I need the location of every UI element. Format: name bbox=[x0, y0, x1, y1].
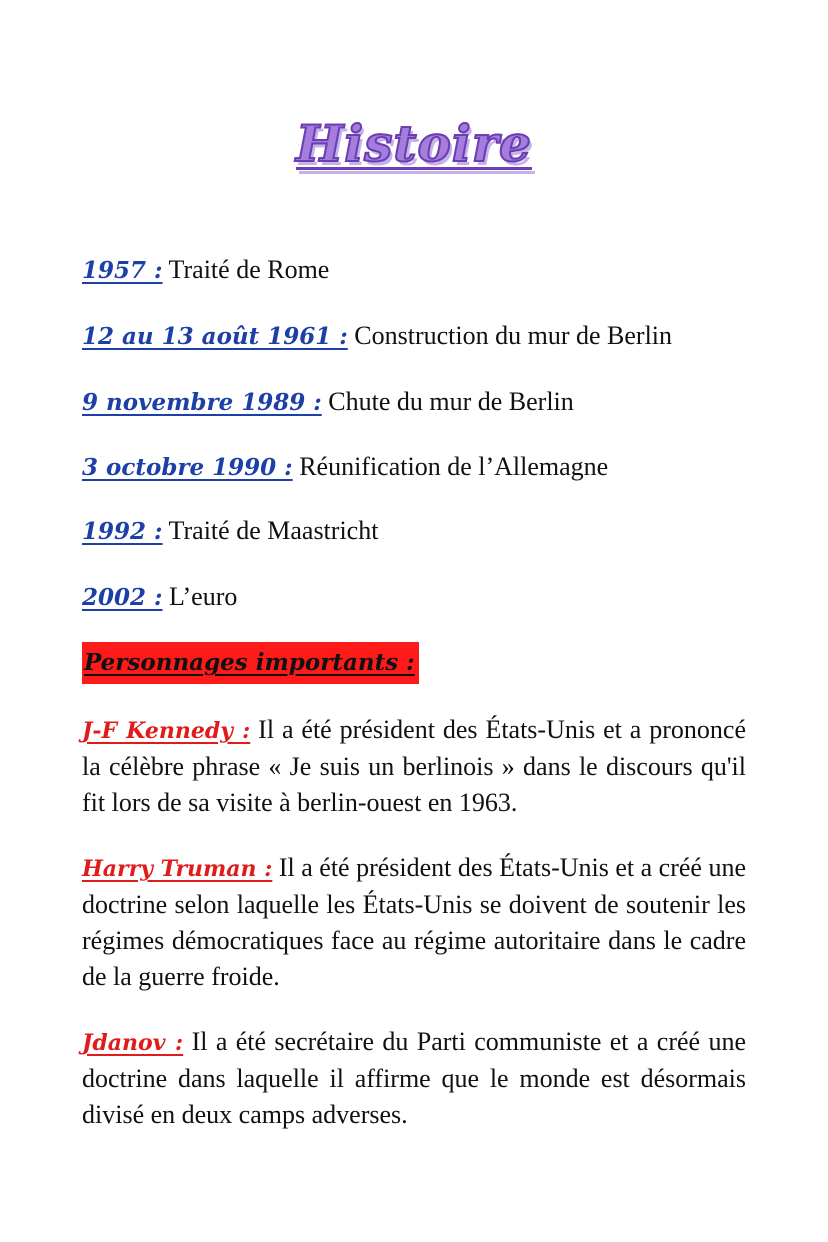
event-text: L’euro bbox=[169, 582, 238, 611]
event-date: 1957 : bbox=[82, 257, 163, 284]
event-date: 3 octobre 1990 : bbox=[82, 454, 293, 481]
event-date: 9 novembre 1989 : bbox=[82, 389, 322, 416]
timeline-event bbox=[82, 384, 574, 421]
event-date: 12 au 13 août 1961 : bbox=[82, 323, 348, 350]
event-text: Traité de Rome bbox=[168, 255, 330, 284]
page-title: Histoire bbox=[296, 114, 532, 173]
person-entry bbox=[82, 712, 746, 821]
person-entry bbox=[82, 1024, 746, 1133]
timeline-event bbox=[82, 449, 608, 486]
person-description: Il a été président des États-Unis et a prononcé la célèbre phrase « Je suis un berlinois » dans le discours qu'il fit lors de sa visite à berlin-ouest en 1963. bbox=[82, 715, 747, 817]
person-name: J-F Kennedy : bbox=[82, 718, 251, 744]
timeline-event bbox=[82, 252, 329, 289]
timeline-event bbox=[82, 513, 378, 550]
event-date: 1992 : bbox=[82, 518, 163, 545]
event-date: 2002 : bbox=[82, 584, 163, 611]
event-text: Construction du mur de Berlin bbox=[354, 321, 673, 350]
person-description: Il a été président des États-Unis et a créé une doctrine selon laquelle les États-Unis se doivent de soutenir les régimes démocratiques face au régime autoritaire dans le cadre de la guerre froide. bbox=[82, 853, 746, 991]
event-text: Chute du mur de Berlin bbox=[328, 387, 574, 416]
event-text: Réunification de l’Allemagne bbox=[299, 452, 609, 481]
person-entry bbox=[82, 850, 746, 995]
person-description: Il a été secrétaire du Parti communiste et a créé une doctrine dans laquelle il affirme que le monde est désormais divisé en deux camps adverses. bbox=[82, 1027, 747, 1129]
person-name: Jdanov : bbox=[82, 1030, 184, 1056]
timeline-event bbox=[82, 579, 237, 616]
timeline-event bbox=[82, 318, 672, 355]
event-text: Traité de Maastricht bbox=[168, 516, 379, 545]
person-name: Harry Truman : bbox=[82, 856, 273, 882]
section-heading: Personnages importants : bbox=[82, 642, 419, 684]
